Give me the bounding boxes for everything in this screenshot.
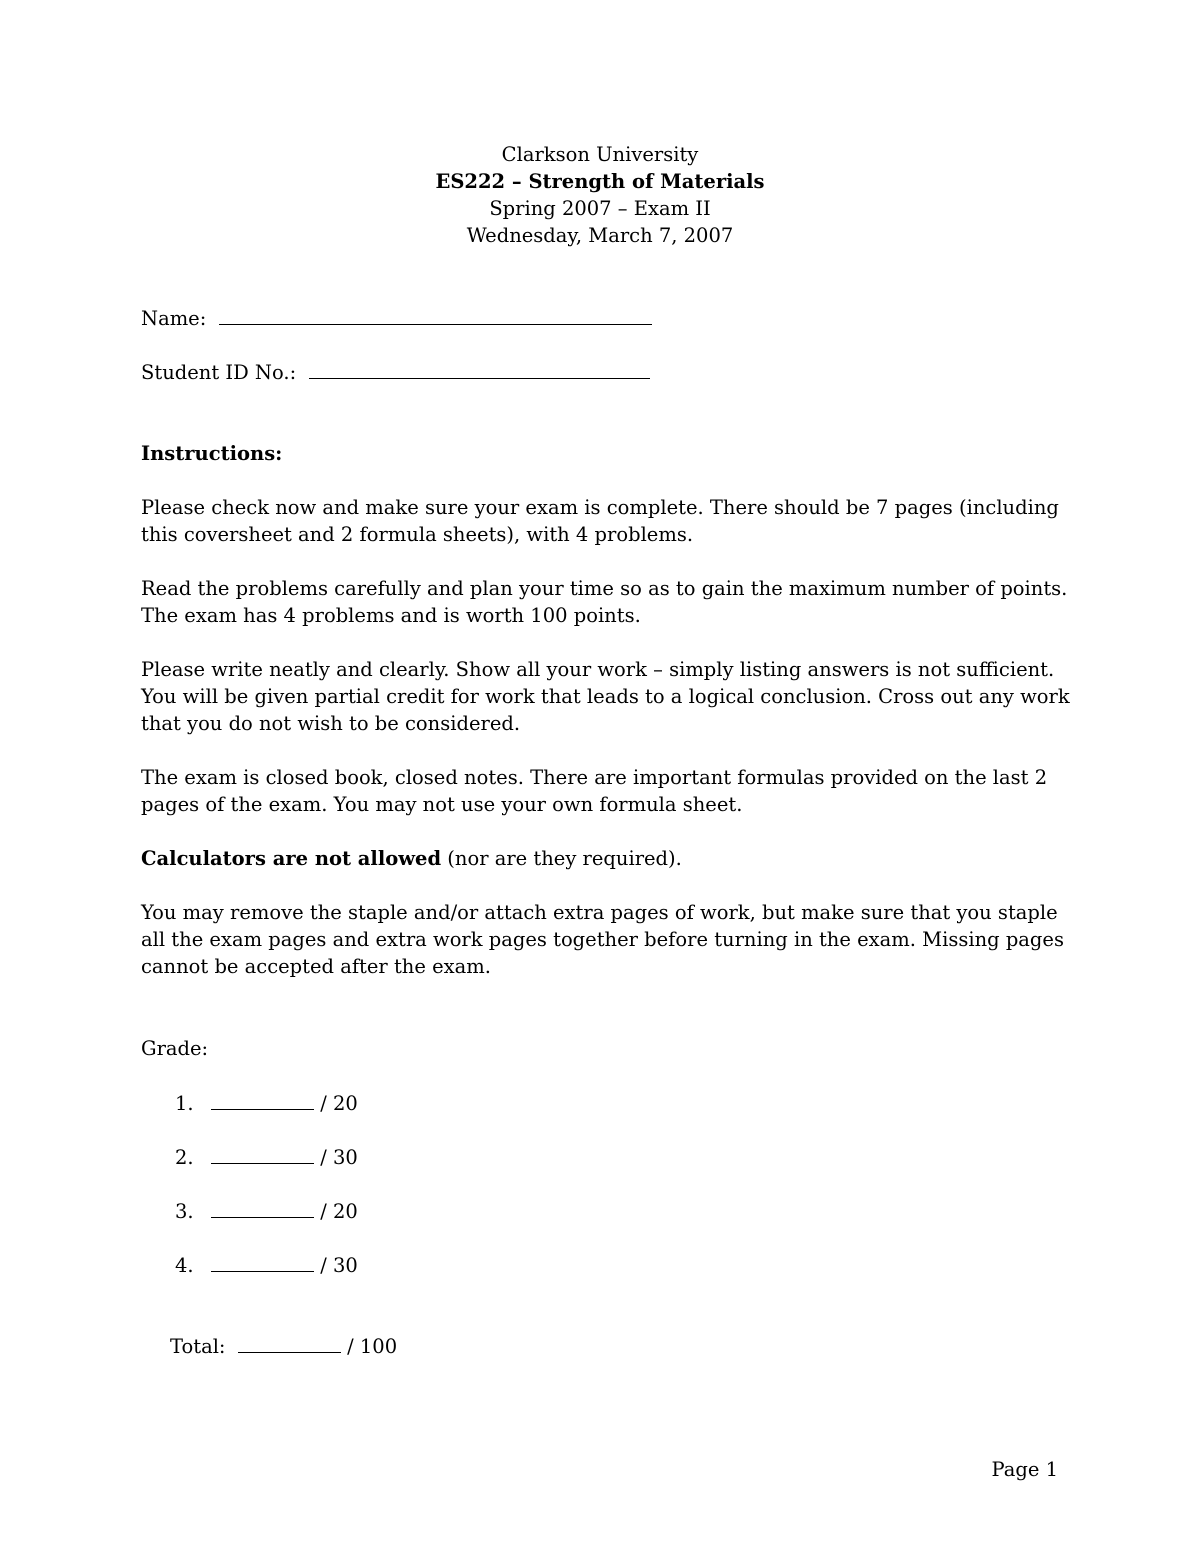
name-blank[interactable]	[219, 304, 652, 325]
calculator-note: (nor are they required).	[441, 847, 682, 870]
score-blank[interactable]	[211, 1251, 314, 1272]
instructions-paragraph-4	[141, 764, 1081, 818]
total-max-points: / 100	[347, 1335, 398, 1358]
problem-number: 2.	[175, 1146, 194, 1169]
student-id-field	[141, 358, 650, 386]
exam-header	[0, 141, 1200, 249]
total-score-blank[interactable]	[238, 1332, 341, 1353]
student-id-label: Student ID No.:	[141, 361, 297, 384]
max-points: / 20	[320, 1092, 358, 1115]
instructions-paragraph-6	[141, 899, 1081, 980]
instructions-heading: Instructions:	[141, 442, 283, 465]
page-number: Page 1	[991, 1458, 1058, 1481]
calculator-warning: Calculators are not allowed	[141, 847, 442, 870]
instructions-text: The exam is closed book, closed notes. There are important formulas provided on the last 2 pages of the exam. You may not use your own formula sheet.	[141, 766, 1048, 816]
problem-number: 1.	[175, 1092, 194, 1115]
max-points: / 30	[320, 1146, 358, 1169]
max-points: / 20	[320, 1200, 358, 1223]
problem-number: 4.	[175, 1254, 194, 1277]
instructions-paragraph-3	[141, 656, 1081, 737]
instructions-paragraph-5	[141, 845, 1081, 872]
total-label: Total:	[170, 1335, 226, 1358]
instructions-text	[141, 845, 1081, 872]
exam-term: Spring 2007 – Exam II	[489, 197, 711, 220]
instructions-text: Read the problems carefully and plan your time so as to gain the maximum number of points.	[141, 577, 1068, 600]
grade-row-3	[175, 1197, 358, 1225]
instructions-text: Please write neatly and clearly. Show all your work – simply listing answers is not sufficient.	[141, 658, 1055, 681]
max-points: / 30	[320, 1254, 358, 1277]
score-blank[interactable]	[211, 1143, 314, 1164]
student-id-blank[interactable]	[309, 358, 650, 379]
instructions-paragraph-1	[141, 494, 1081, 548]
instructions-text: The exam has 4 problems and is worth 100 points.	[141, 604, 641, 627]
score-blank[interactable]	[211, 1089, 314, 1110]
name-field	[141, 304, 652, 332]
instructions-text: Please check now and make sure your exam is complete. There should be 7 pages (including this coversheet and 2 formula sheets), with 4 problems.	[141, 496, 1059, 546]
grade-total-row	[170, 1332, 397, 1360]
university-name: Clarkson University	[501, 143, 699, 166]
name-label: Name:	[141, 307, 207, 330]
instructions-text: You may remove the staple and/or attach extra pages of work, but make sure that you staple all the exam pages and extra work pages together before turning in the exam. Missing pages cannot be accepted after the exam.	[141, 901, 1064, 978]
instructions-text: You will be given partial credit for work that leads to a logical conclusion. Cross out any work that you do not wish to be considered.	[141, 685, 1070, 735]
score-blank[interactable]	[211, 1197, 314, 1218]
problem-number: 3.	[175, 1200, 194, 1223]
grade-row-1	[175, 1089, 358, 1117]
grade-row-2	[175, 1143, 358, 1171]
exam-date: Wednesday, March 7, 2007	[466, 224, 734, 247]
grade-row-4	[175, 1251, 358, 1279]
course-title: ES222 – Strength of Materials	[435, 170, 765, 193]
grade-label: Grade:	[141, 1037, 209, 1060]
instructions-paragraph-2	[141, 575, 1081, 629]
